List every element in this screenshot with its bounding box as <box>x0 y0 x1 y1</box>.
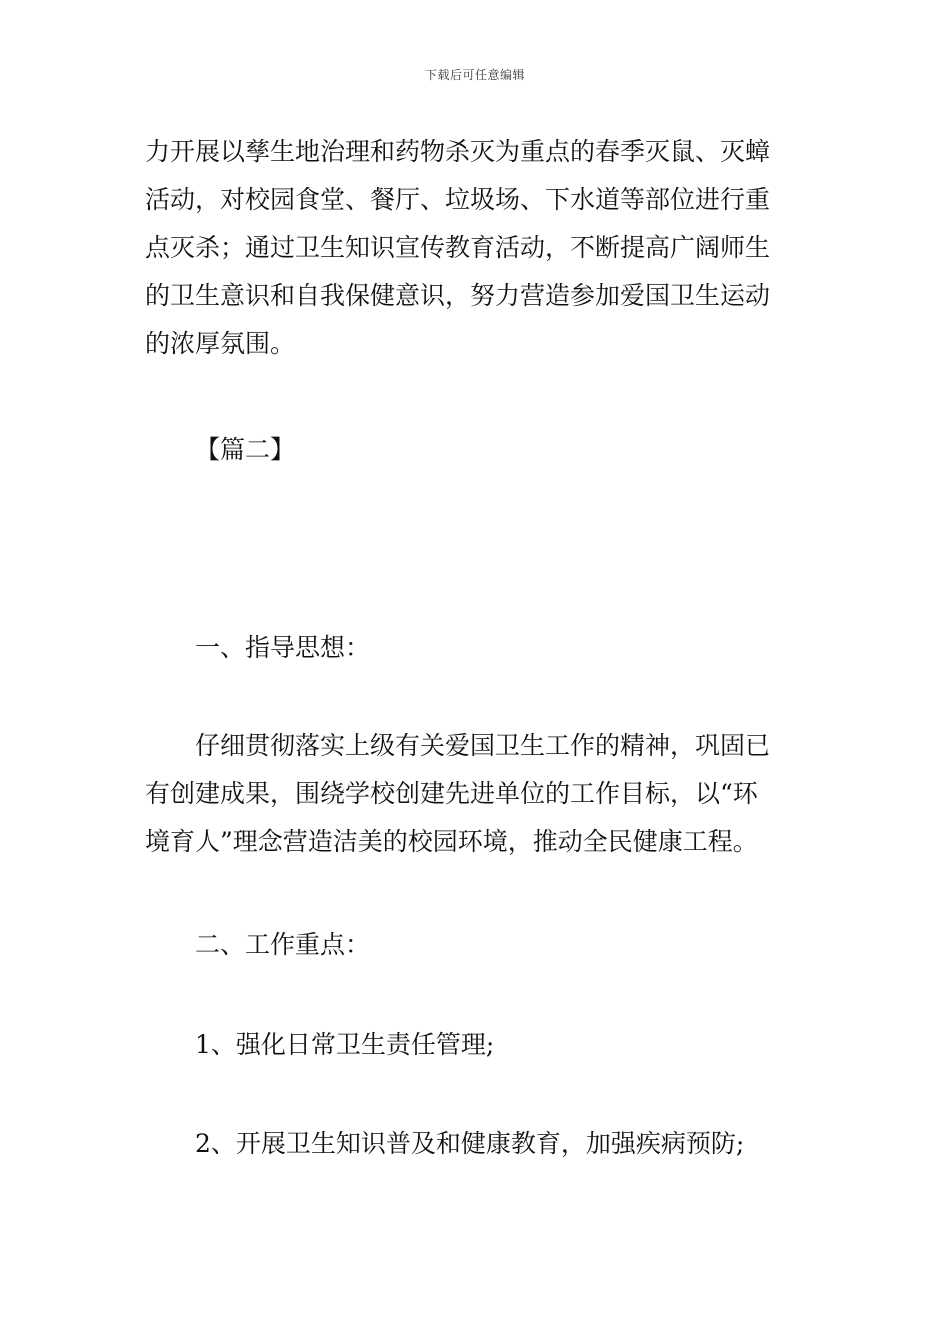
list-item: 2、开展卫生知识普及和健康教育，加强疾病预防; <box>195 1129 745 1158</box>
guiding-line: 有创建成果，围绕学校创建先进单位的工作目标，以“环 <box>145 779 758 808</box>
intro-line: 活动，对校园食堂、餐厅、垃圾场、下水道等部位进行重 <box>145 185 771 214</box>
list-item: 1、强化日常卫生责任管理; <box>195 1030 495 1059</box>
intro-paragraph <box>145 128 810 368</box>
intro-line: 力开展以孳生地治理和药物杀灭为重点的春季灭鼠、灭蟑 <box>145 137 771 166</box>
page-header: 下载后可任意编辑 <box>424 68 525 82</box>
heading-work-focus: 二、工作重点： <box>195 930 371 959</box>
heading-guiding-thought: 一、指导思想： <box>195 633 371 662</box>
guiding-line: 仔细贯彻落实上级有关爱国卫生工作的精神，巩固已 <box>195 731 771 760</box>
guiding-paragraph <box>145 722 810 866</box>
guiding-line: 境育人”理念营造洁美的校园环境，推动全民健康工程。 <box>145 827 758 856</box>
intro-line: 点灭杀；通过卫生知识宣传教育活动，不断提高广阔师生 <box>145 233 771 262</box>
intro-line: 的浓厚氛围。 <box>145 329 296 358</box>
intro-line: 的卫生意识和自我保健意识，努力营造参加爱国卫生运动 <box>145 281 771 310</box>
section-marker: 【篇二】 <box>195 435 296 464</box>
